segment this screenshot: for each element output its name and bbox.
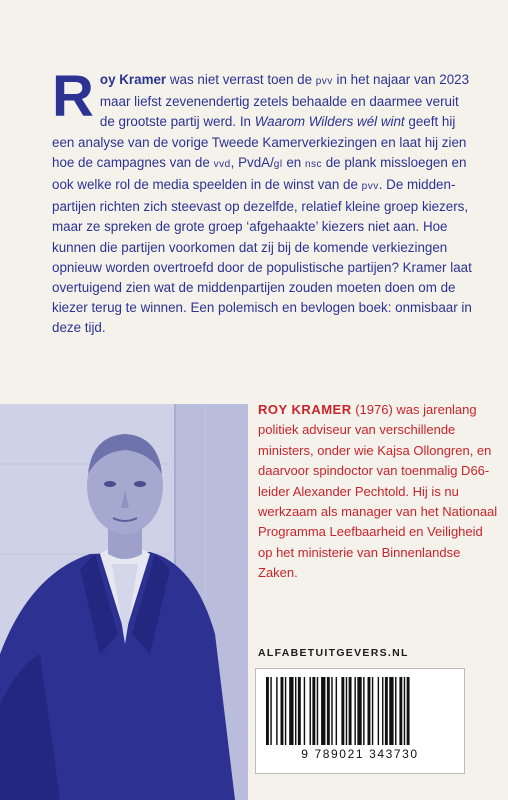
barcode-bar — [349, 677, 352, 745]
barcode-bar — [321, 677, 325, 745]
barcode-bar — [407, 677, 410, 745]
blurb-text-3: geeft hij een analyse van de vorige Tweede Kamerverkiezingen en laat hij zien hoe de campagnes van de — [52, 114, 467, 170]
barcode-bar — [378, 677, 379, 745]
barcode-bar — [266, 677, 269, 745]
barcode-bar — [317, 677, 318, 745]
barcode-bar — [304, 677, 305, 745]
barcode-bar — [372, 677, 373, 745]
author-name-inline: oy Kramer — [99, 72, 167, 87]
bio-text: (1976) was jarenlang politiek adviseur van verschillende ministers, onder wie Kajsa Ollongren, en daarvoor spindoctor van toenmalig D66-leider Alexander Pechtold. Hij is nu werkzaam als manager van het Nationaal Programma Leefbaarheid en Veiligheid op het ministerie van Binnenlandse Zaken. — [258, 402, 498, 581]
barcode-bar — [389, 677, 393, 745]
barcode-bar — [310, 677, 311, 745]
blurb-text-2: in het najaar van 2023 maar liefst zevenendertig zetels behaalde en daarmee veruit de grootste partij werd. In — [99, 72, 470, 130]
isbn-number: 9 789021 343730 — [301, 747, 419, 761]
barcode-bar — [295, 677, 296, 745]
blurb-text-6: de plank missloegen en ook welke rol de media speelden in de winst van de — [52, 154, 467, 193]
party-gl: gl — [273, 158, 283, 170]
party-pvv-2: pvv — [361, 181, 379, 193]
blurb-text-5: en — [282, 154, 305, 170]
barcode — [255, 668, 465, 774]
blurb-text-1: was niet verrast toen de — [166, 72, 316, 87]
barcode-bar — [285, 677, 286, 745]
bio-author-name: ROY KRAMER — [258, 402, 352, 417]
author-bio — [258, 400, 498, 584]
blurb-text-4: , PvdA/ — [230, 154, 274, 170]
barcode-bar — [312, 677, 315, 745]
barcode-bar — [357, 677, 361, 745]
drop-cap: R — [52, 64, 94, 129]
barcode-bars — [264, 677, 456, 745]
barcode-bar — [327, 677, 330, 745]
barcode-bar — [404, 677, 405, 745]
barcode-bar — [395, 677, 396, 745]
barcode-bar — [298, 677, 301, 745]
barcode-bar — [270, 677, 271, 745]
author-photo — [0, 404, 248, 800]
party-vvd: vvd — [213, 158, 231, 170]
barcode-bar — [385, 677, 388, 745]
party-nsc: nsc — [304, 158, 322, 170]
book-title-inline: Waarom Wilders wél wint — [254, 114, 405, 130]
barcode-bar — [399, 677, 402, 745]
barcode-bar — [281, 677, 284, 745]
barcode-bar — [368, 677, 371, 745]
publisher-url: ALFABETUITGEVERS.NL — [258, 647, 409, 659]
barcode-bar — [382, 677, 383, 745]
barcode-bar — [276, 677, 277, 745]
barcode-bar — [336, 677, 337, 745]
party-pvv: pvv — [315, 76, 333, 87]
barcode-bar — [354, 677, 355, 745]
barcode-bar — [331, 677, 332, 745]
barcode-bar — [341, 677, 344, 745]
barcode-bar — [363, 677, 364, 745]
barcode-bar — [346, 677, 347, 745]
blurb-text-7: . De middenpartijen richten zich steevast op dezelfde, relatief kleine groep kiezers, maar ze spreken de grote groep ‘afgehaakte’ kiezers niet aan. Hoe kunnen die partijen voorkomen dat zij bij de komende verkiezingen opnieuw worden overtroefd door de populistische partijen? Kramer laat overtuigend zien wat de middenpartijen zouden moeten doen om de kiezer terug te winnen. Een polemisch en bevlogen boek: onmisbaar in deze tijd. — [52, 177, 472, 336]
barcode-bar — [289, 677, 293, 745]
author-portrait-illustration — [0, 404, 248, 800]
blurb-paragraph — [52, 64, 472, 339]
